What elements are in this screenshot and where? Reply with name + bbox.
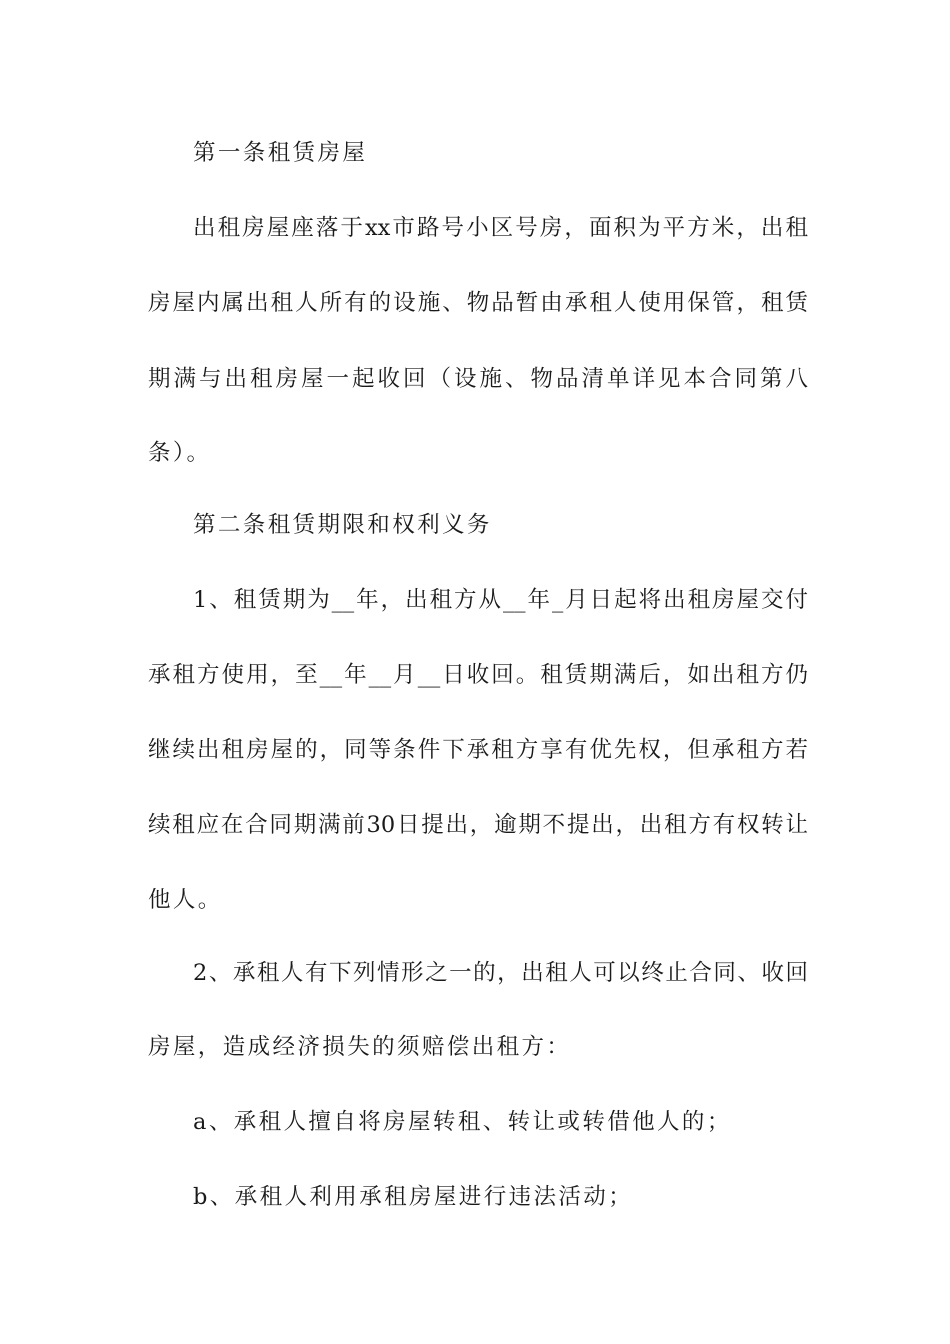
paragraph-line: 继续出租房屋的，同等条件下承租方享有优先权，但承租方若 xyxy=(148,737,808,763)
article-2-heading: 第二条租赁期限和权利义务 xyxy=(193,512,492,538)
paragraph-line: 房屋，造成经济损失的须赔偿出租方： xyxy=(148,1034,572,1060)
paragraph-line: 2、承租人有下列情形之一的，出租人可以终止合同、收回 xyxy=(193,960,808,986)
paragraph-line: 续租应在合同期满前30日提出，逾期不提出，出租方有权转让 xyxy=(148,812,808,838)
list-item-a: a、承租人擅自将房屋转租、转让或转借他人的； xyxy=(193,1109,732,1135)
paragraph-line: 承租方使用，至__年__月__日收回。租赁期满后，如出租方仍 xyxy=(148,662,808,688)
paragraph-line: 房屋内属出租人所有的设施、物品暂由承租人使用保管，租赁 xyxy=(148,290,808,316)
paragraph-line: 期满与出租房屋一起收回（设施、物品清单详见本合同第八 xyxy=(148,366,808,392)
paragraph-line: 条）。 xyxy=(148,440,212,466)
paragraph-line: 出租房屋座落于xx市路号小区号房，面积为平方米，出租 xyxy=(193,215,808,241)
paragraph-line: 他人。 xyxy=(148,887,223,913)
article-1-heading: 第一条租赁房屋 xyxy=(193,140,368,166)
paragraph-line: 1、租赁期为__年，出租方从__年_月日起将出租房屋交付 xyxy=(193,587,808,613)
list-item-b: b、承租人利用承租房屋进行违法活动； xyxy=(193,1184,634,1210)
